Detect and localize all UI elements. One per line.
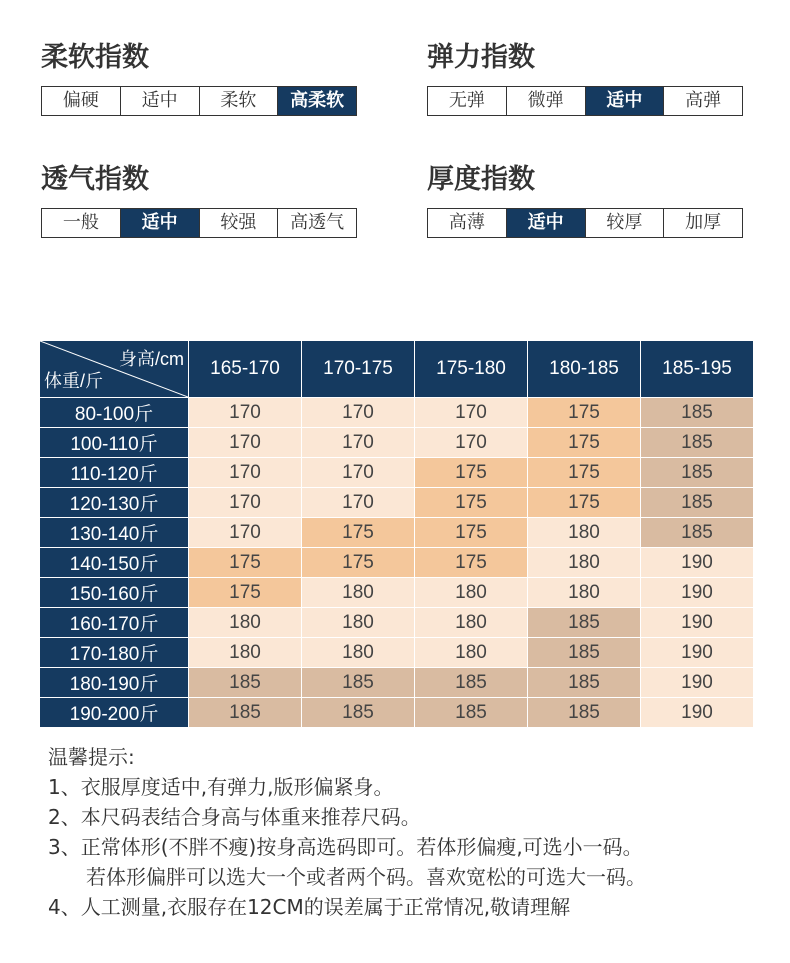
size-cell: 175 <box>415 548 528 578</box>
size-cell: 185 <box>302 698 415 728</box>
size-cell: 185 <box>415 668 528 698</box>
thickness-option: 加厚 <box>685 212 722 233</box>
table-header-row <box>40 341 754 398</box>
size-cell: 170 <box>189 488 302 518</box>
size-cell: 185 <box>415 698 528 728</box>
weight-range-header: 110-120斤 <box>40 458 189 488</box>
size-cell: 190 <box>641 698 754 728</box>
size-cell: 175 <box>528 488 641 518</box>
elasticity-options <box>427 86 743 116</box>
size-cell: 185 <box>641 398 754 428</box>
tips-title: 温馨提示: <box>48 745 135 769</box>
weight-range-header: 170-180斤 <box>40 638 189 668</box>
breathability-option: 高透气 <box>290 212 345 233</box>
size-cell: 180 <box>528 518 641 548</box>
table-row <box>40 668 754 698</box>
size-cell: 175 <box>528 458 641 488</box>
size-chart-table <box>39 340 754 728</box>
weight-range-header: 140-150斤 <box>40 548 189 578</box>
size-cell: 180 <box>189 608 302 638</box>
weight-range-header: 180-190斤 <box>40 668 189 698</box>
softness-options <box>41 86 357 116</box>
size-cell: 170 <box>189 428 302 458</box>
height-range-header: 185-195 <box>641 341 754 398</box>
breathability-index <box>41 164 357 238</box>
thickness-index <box>427 164 743 238</box>
table-row <box>40 488 754 518</box>
size-cell: 185 <box>641 488 754 518</box>
height-axis-label: 身高/cm <box>119 349 184 369</box>
breathability-option: 较强 <box>200 209 279 237</box>
table-row <box>40 608 754 638</box>
table-row <box>40 698 754 728</box>
thickness-option: 较厚 <box>586 209 665 237</box>
elasticity-option: 微弹 <box>507 87 586 115</box>
softness-index <box>41 42 357 116</box>
size-cell: 170 <box>189 458 302 488</box>
size-cell: 175 <box>302 548 415 578</box>
table-row <box>40 458 754 488</box>
size-cell: 175 <box>189 578 302 608</box>
elasticity-option: 适中 <box>586 87 665 115</box>
size-cell: 170 <box>302 428 415 458</box>
weight-axis-label: 体重/斤 <box>44 371 104 391</box>
table-corner-cell <box>40 341 189 398</box>
elasticity-option: 高弹 <box>685 90 722 111</box>
size-cell: 170 <box>189 398 302 428</box>
weight-range-header: 120-130斤 <box>40 488 189 518</box>
size-cell: 180 <box>189 638 302 668</box>
size-cell: 185 <box>528 668 641 698</box>
size-cell: 185 <box>641 518 754 548</box>
elasticity-option: 无弹 <box>428 87 507 115</box>
size-cell: 175 <box>415 488 528 518</box>
thickness-option: 适中 <box>507 209 586 237</box>
size-cell: 170 <box>302 458 415 488</box>
table-row <box>40 578 754 608</box>
size-cell: 180 <box>302 578 415 608</box>
size-cell: 180 <box>415 638 528 668</box>
size-cell: 180 <box>528 548 641 578</box>
thickness-option: 高薄 <box>428 209 507 237</box>
size-cell: 175 <box>302 518 415 548</box>
table-row <box>40 638 754 668</box>
table-row <box>40 548 754 578</box>
size-cell: 185 <box>189 668 302 698</box>
size-cell: 180 <box>415 578 528 608</box>
size-cell: 180 <box>415 608 528 638</box>
size-cell: 190 <box>641 608 754 638</box>
breathability-option: 一般 <box>42 209 121 237</box>
size-cell: 190 <box>641 668 754 698</box>
size-cell: 175 <box>415 518 528 548</box>
height-range-header: 170-175 <box>302 341 415 398</box>
tip-item: 1、衣服厚度适中,有弹力,版形偏紧身。 <box>48 775 394 799</box>
size-cell: 190 <box>641 578 754 608</box>
breathability-options <box>41 208 357 238</box>
size-cell: 185 <box>528 608 641 638</box>
breathability-option: 适中 <box>121 209 200 237</box>
softness-option: 柔软 <box>200 87 279 115</box>
size-cell: 180 <box>302 608 415 638</box>
size-cell: 185 <box>641 428 754 458</box>
size-cell: 190 <box>641 638 754 668</box>
size-cell: 175 <box>415 458 528 488</box>
weight-range-header: 100-110斤 <box>40 428 189 458</box>
height-range-header: 165-170 <box>189 341 302 398</box>
size-cell: 185 <box>641 458 754 488</box>
breathability-index-title: 透气指数 <box>41 164 149 195</box>
size-cell: 170 <box>415 428 528 458</box>
size-cell: 180 <box>302 638 415 668</box>
tip-item: 若体形偏胖可以选大一个或者两个码。喜欢宽松的可选大一码。 <box>86 865 646 889</box>
elasticity-index <box>427 42 743 116</box>
tip-item: 2、本尺码表结合身高与体重来推荐尺码。 <box>48 805 421 829</box>
size-chart-body <box>40 398 754 728</box>
size-cell: 170 <box>302 398 415 428</box>
weight-range-header: 150-160斤 <box>40 578 189 608</box>
size-cell: 185 <box>528 638 641 668</box>
size-cell: 185 <box>302 668 415 698</box>
thickness-index-title: 厚度指数 <box>427 164 535 195</box>
softness-index-title: 柔软指数 <box>41 42 149 73</box>
size-cell: 170 <box>302 488 415 518</box>
softness-option: 偏硬 <box>42 87 121 115</box>
size-cell: 185 <box>528 698 641 728</box>
height-range-header: 175-180 <box>415 341 528 398</box>
tip-item: 4、人工测量,衣服存在12CM的误差属于正常情况,敬请理解 <box>48 895 571 919</box>
size-cell: 185 <box>189 698 302 728</box>
table-row <box>40 518 754 548</box>
height-range-header: 180-185 <box>528 341 641 398</box>
size-cell: 190 <box>641 548 754 578</box>
softness-option: 高柔软 <box>278 87 356 115</box>
weight-range-header: 190-200斤 <box>40 698 189 728</box>
size-cell: 170 <box>415 398 528 428</box>
elasticity-index-title: 弹力指数 <box>427 42 535 73</box>
softness-option: 适中 <box>121 87 200 115</box>
thickness-options <box>427 208 743 238</box>
tip-item: 3、正常体形(不胖不瘦)按身高选码即可。若体形偏瘦,可选小一码。 <box>48 835 643 859</box>
size-cell: 175 <box>528 398 641 428</box>
weight-range-header: 80-100斤 <box>40 398 189 428</box>
table-row <box>40 428 754 458</box>
tips-section <box>48 742 646 922</box>
size-cell: 175 <box>189 548 302 578</box>
table-row <box>40 398 754 428</box>
weight-range-header: 130-140斤 <box>40 518 189 548</box>
size-cell: 175 <box>528 428 641 458</box>
size-cell: 180 <box>528 578 641 608</box>
size-cell: 170 <box>189 518 302 548</box>
weight-range-header: 160-170斤 <box>40 608 189 638</box>
